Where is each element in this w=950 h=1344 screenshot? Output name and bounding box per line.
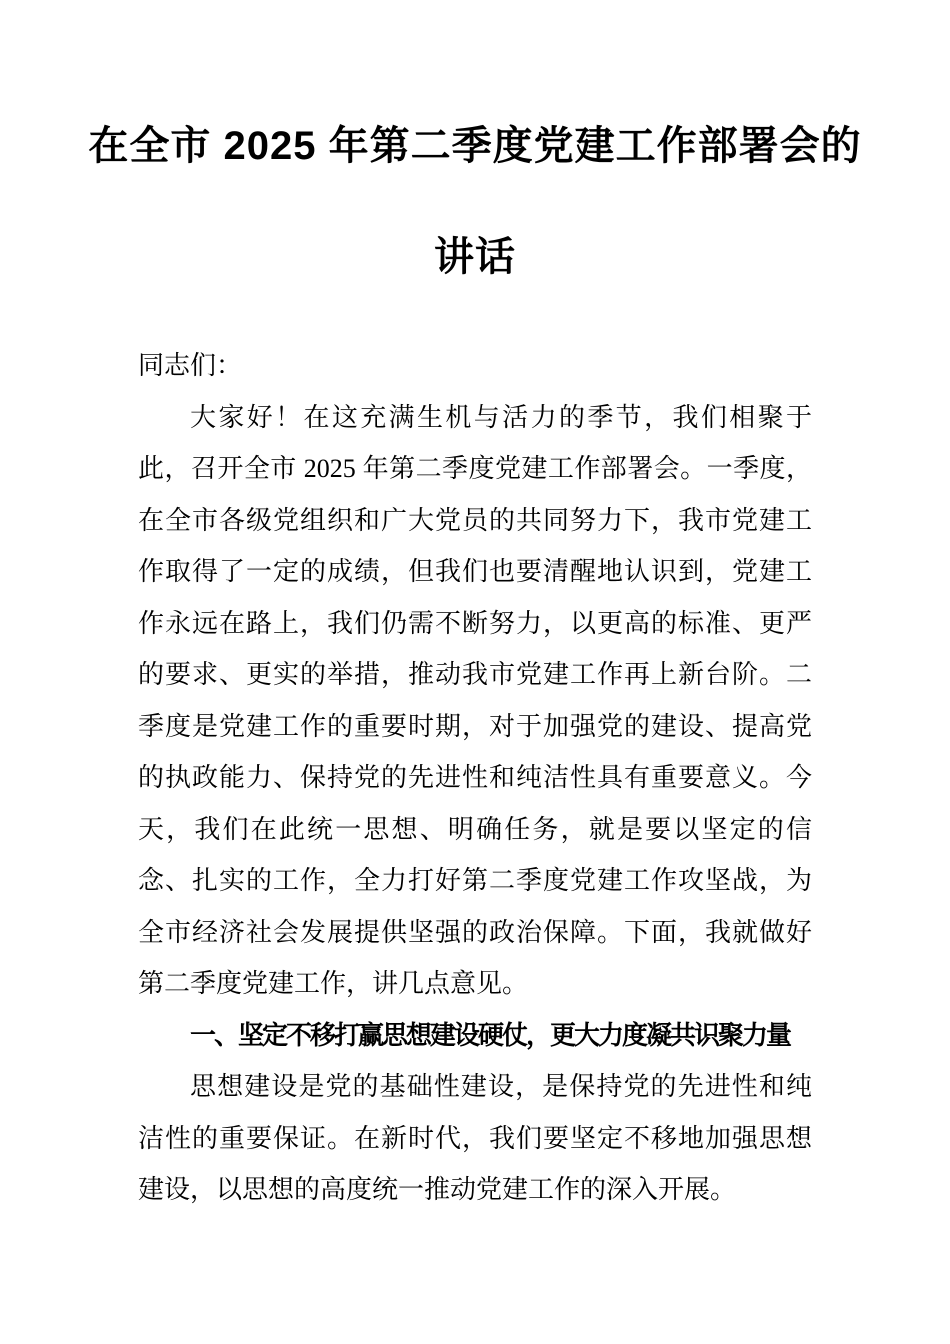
document-title-line-2: 讲话 (434, 235, 516, 279)
salutation: 同志们： (138, 351, 243, 380)
section-1-heading: 一、坚定不移打赢思想建设硬仗，更大力度凝共识聚力量 (190, 1020, 791, 1050)
document-body (138, 340, 812, 1216)
document-title (70, 91, 880, 313)
document-title-line-1: 在全市 2025 年第二季度党建工作部署会的 (88, 124, 862, 168)
section-1-paragraph: 思想建设是党的基础性建设，是保持党的先进性和纯洁性的重要保证。在新时代，我们要坚定不移地加强思想建设，以思想的高度统一推动党建工作的深入开展。 (138, 1072, 812, 1204)
opening-paragraph: 大家好！在这充满生机与活力的季节，我们相聚于此，召开全市 2025 年第二季度党建工作部署会。一季度，在全市各级党组织和广大党员的共同努力下，我市党建工作取得了一定的成绩，但我们也要清醒地认识到，党建工作永远在路上，我们仍需不断努力，以更高的标准、更严的要求、更实的举措，推动我市党建工作再上新台阶。二季度是党建工作的重要时期，对于加强党的建设、提高党的执政能力、保持党的先进性和纯洁性具有重要意义。今天，我们在此统一思想、明确任务，就是要以坚定的信念、扎实的工作，全力打好第二季度党建工作攻坚战，为全市经济社会发展提供坚强的政治保障。下面，我就做好第二季度党建工作，讲几点意见。 (138, 402, 812, 998)
